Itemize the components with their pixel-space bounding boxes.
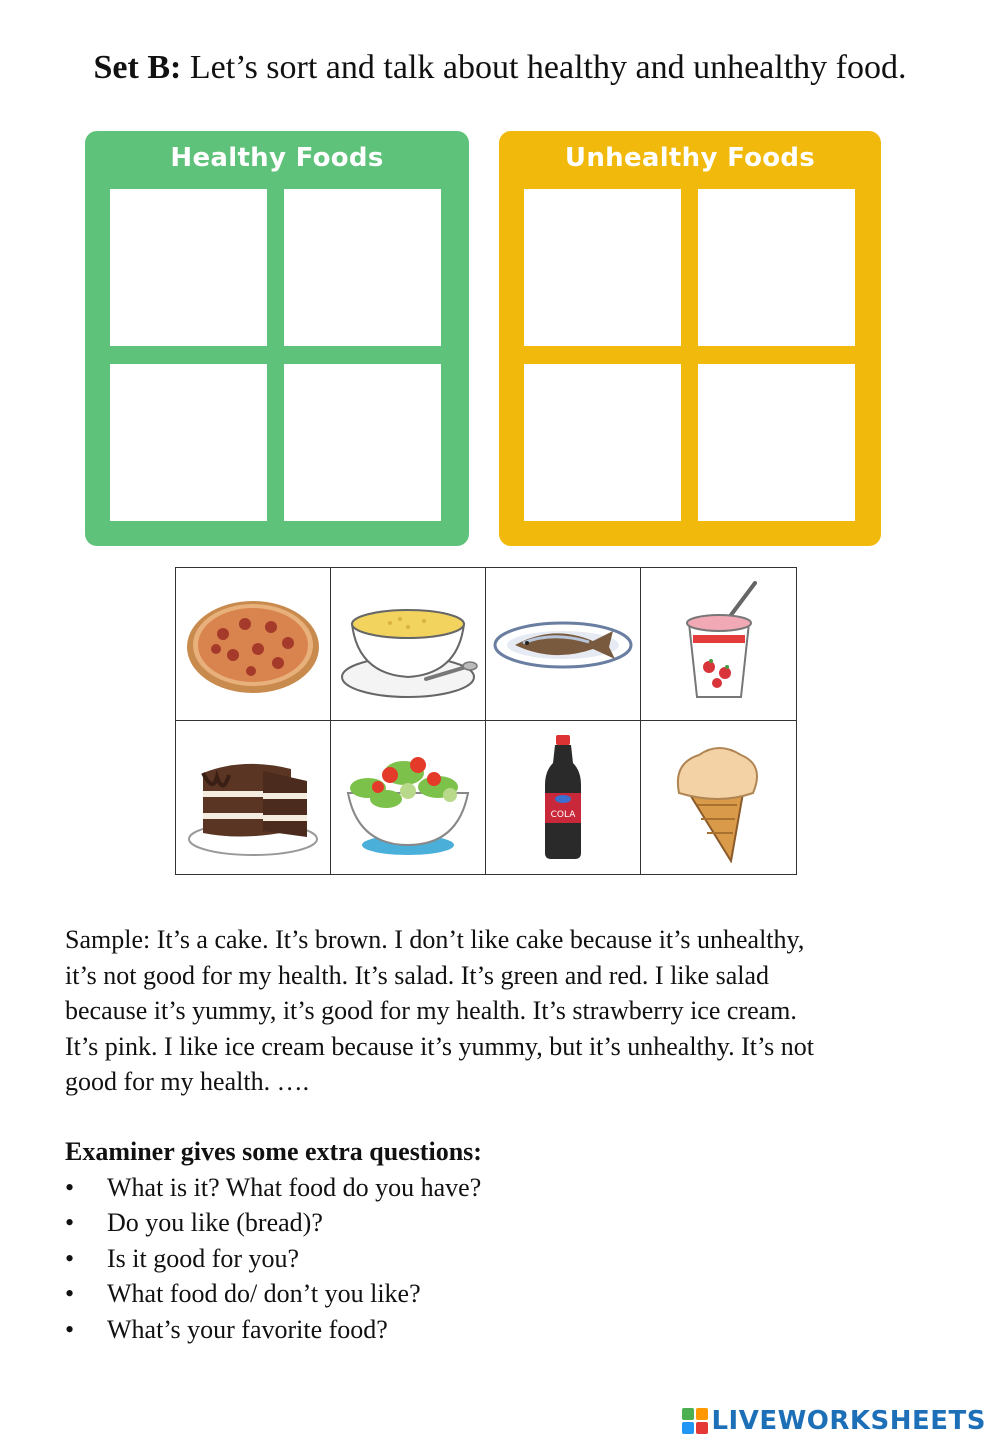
unhealthy-foods-board — [499, 131, 881, 546]
healthy-drop-slot[interactable] — [284, 189, 441, 346]
sample-line: it’s not good for my health. It’s salad. It’s green and red. I like salad — [65, 960, 769, 990]
questions-heading: Examiner gives some extra questions: — [65, 1137, 482, 1166]
unhealthy-drop-slot[interactable] — [524, 364, 681, 521]
sample-paragraph — [65, 922, 945, 1100]
unhealthy-drop-slot[interactable] — [698, 189, 855, 346]
food-card-fish[interactable] — [486, 568, 641, 721]
salad-icon — [338, 733, 478, 863]
healthy-drop-slot[interactable] — [284, 364, 441, 521]
questions-list — [65, 1170, 945, 1348]
sample-line: because it’s yummy, it’s good for my health. It’s strawberry ice cream. — [65, 996, 797, 1025]
title-set-label: Set B: — [93, 49, 182, 86]
food-card-cake[interactable] — [176, 721, 331, 874]
food-card-ice-cream[interactable] — [641, 721, 796, 874]
cake-icon — [183, 733, 323, 863]
healthy-drop-slot[interactable] — [110, 364, 267, 521]
page-title — [0, 46, 1000, 90]
healthy-foods-board — [85, 131, 469, 546]
question-item: • What’s your favorite food? — [65, 1312, 945, 1348]
food-card-yogurt[interactable] — [641, 568, 796, 721]
question-item: • What is it? What food do you have? — [65, 1170, 945, 1206]
liveworksheets-logo — [682, 1406, 986, 1436]
unhealthy-foods-title: Unhealthy Foods — [564, 143, 816, 173]
sample-line: It’s pink. I like ice cream because it’s yummy, but it’s unhealthy. It’s not — [65, 1031, 815, 1061]
food-card-soup[interactable] — [331, 568, 486, 721]
food-card-pizza[interactable] — [176, 568, 331, 721]
sample-line: Sample: It’s a cake. It’s brown. I don’t like cake because it’s unhealthy, — [65, 925, 805, 954]
cola-icon — [493, 733, 633, 863]
food-card-salad[interactable] — [331, 721, 486, 874]
yogurt-icon — [649, 579, 789, 709]
fish-icon — [493, 579, 633, 709]
examiner-questions — [65, 1134, 945, 1347]
liveworksheets-wordmark: LIVEWORKSHEETS — [711, 1406, 986, 1436]
question-item: • Do you like (bread)? — [65, 1205, 945, 1241]
unhealthy-drop-slot[interactable] — [524, 189, 681, 346]
unhealthy-drop-slot[interactable] — [698, 364, 855, 521]
liveworksheets-logo-icon — [682, 1408, 708, 1434]
soup-icon — [338, 579, 478, 709]
title-instruction: Let’s sort and talk about healthy and unhealthy food. — [181, 49, 907, 86]
healthy-drop-slot[interactable] — [110, 189, 267, 346]
healthy-foods-title: Healthy Foods — [170, 143, 384, 173]
food-picture-grid — [175, 567, 797, 875]
question-item: • Is it good for you? — [65, 1241, 945, 1277]
food-card-cola[interactable] — [486, 721, 641, 874]
ice-cream-icon — [649, 733, 789, 863]
pizza-icon — [183, 579, 323, 709]
question-item: • What food do/ don’t you like? — [65, 1276, 945, 1312]
cola-label: COLA — [550, 809, 576, 820]
sample-line: good for my health. …. — [65, 1067, 310, 1096]
